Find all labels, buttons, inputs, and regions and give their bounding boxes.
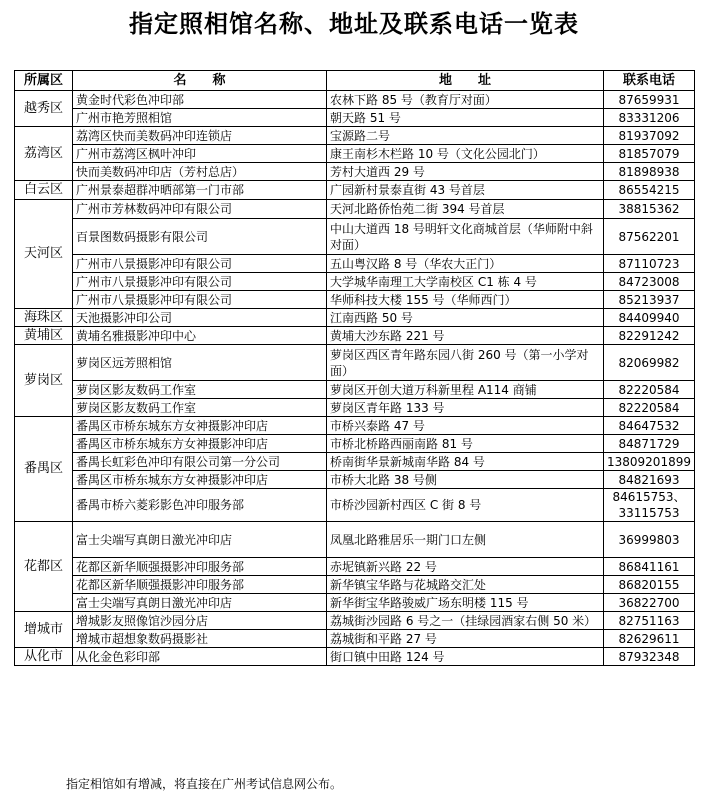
table-row — [15, 558, 695, 576]
table-row — [15, 594, 695, 612]
district-cell: 花都区 — [15, 522, 73, 612]
studio-name-cell: 番禺区市桥东城东方女神摄影冲印店 — [73, 435, 327, 453]
studio-name-cell: 黄埔名雅摄影冲印中心 — [73, 327, 327, 345]
district-cell: 越秀区 — [15, 91, 73, 127]
studio-name-cell: 番禺市桥六菱彩影色冲印服务部 — [73, 489, 327, 522]
studio-name-cell: 从化金色彩印部 — [73, 648, 327, 666]
studio-name-cell: 百景图数码摄影有限公司 — [73, 219, 327, 255]
phone-cell: 86554215 — [604, 181, 695, 200]
studio-table — [14, 70, 695, 666]
table-row — [15, 200, 695, 219]
phone-cell: 82291242 — [604, 327, 695, 345]
table-row — [15, 327, 695, 345]
table-row — [15, 181, 695, 200]
address-cell: 农林下路 85 号（教育厅对面） — [327, 91, 604, 109]
address-cell: 新华镇宝华路与花城路交汇处 — [327, 576, 604, 594]
table-row — [15, 163, 695, 181]
table-row — [15, 522, 695, 558]
phone-cell: 84409940 — [604, 309, 695, 327]
phone-cell: 36999803 — [604, 522, 695, 558]
studio-name-cell: 富士尖端写真朗日激光冲印店 — [73, 594, 327, 612]
phone-cell: 82629611 — [604, 630, 695, 648]
address-cell: 华师科技大楼 155 号（华师西门） — [327, 291, 604, 309]
studio-name-cell: 广州市荔湾区枫叶冲印 — [73, 145, 327, 163]
phone-cell: 84821693 — [604, 471, 695, 489]
address-cell: 宝源路二号 — [327, 127, 604, 145]
table-row — [15, 273, 695, 291]
address-cell: 赤坭镇新兴路 22 号 — [327, 558, 604, 576]
header-district: 所属区 — [15, 71, 73, 91]
phone-cell: 81937092 — [604, 127, 695, 145]
phone-cell: 13809201899 — [604, 453, 695, 471]
phone-cell: 82220584 — [604, 399, 695, 417]
header-phone: 联系电话 — [604, 71, 695, 91]
address-cell: 市桥兴泰路 47 号 — [327, 417, 604, 435]
studio-name-cell: 番禺长虹彩色冲印有限公司第一分公司 — [73, 453, 327, 471]
district-cell: 黄埔区 — [15, 327, 73, 345]
address-cell: 大学城华南理工大学南校区 C1 栋 4 号 — [327, 273, 604, 291]
district-cell: 海珠区 — [15, 309, 73, 327]
header-address: 地 址 — [327, 71, 604, 91]
address-cell: 萝岗区西区青年路东园八街 260 号（第一小学对面） — [327, 345, 604, 381]
footnote: 指定相馆如有增减，将直接在广州考试信息网公布。 — [66, 777, 343, 791]
table-row — [15, 399, 695, 417]
studio-name-cell: 广州市八景摄影冲印有限公司 — [73, 291, 327, 309]
address-cell: 市桥北桥路西丽南路 81 号 — [327, 435, 604, 453]
phone-cell: 87659931 — [604, 91, 695, 109]
district-cell: 白云区 — [15, 181, 73, 200]
studio-name-cell: 萝岗区影友数码工作室 — [73, 381, 327, 399]
studio-name-cell: 花都区新华顺强摄影冲印服务部 — [73, 576, 327, 594]
phone-cell: 87562201 — [604, 219, 695, 255]
table-row — [15, 219, 695, 255]
phone-cell: 87110723 — [604, 255, 695, 273]
studio-name-cell: 天池摄影冲印公司 — [73, 309, 327, 327]
table-row — [15, 489, 695, 522]
table-row — [15, 91, 695, 109]
address-cell: 中山大道西 18 号明轩文化商城首层（华师附中斜对面） — [327, 219, 604, 255]
address-cell: 康王南杉木栏路 10 号（文化公园北门） — [327, 145, 604, 163]
studio-name-cell: 快而美数码冲印店（芳村总店） — [73, 163, 327, 181]
district-cell: 天河区 — [15, 200, 73, 309]
address-cell: 凤凰北路雅居乐一期门口左侧 — [327, 522, 604, 558]
table-body — [15, 91, 695, 666]
address-cell: 萝岗区青年路 133 号 — [327, 399, 604, 417]
phone-cell: 86841161 — [604, 558, 695, 576]
phone-cell: 36822700 — [604, 594, 695, 612]
table-row — [15, 435, 695, 453]
studio-name-cell: 广州市八景摄影冲印有限公司 — [73, 255, 327, 273]
table-row — [15, 127, 695, 145]
district-cell: 萝岗区 — [15, 345, 73, 417]
address-cell: 芳村大道西 29 号 — [327, 163, 604, 181]
phone-cell: 84723008 — [604, 273, 695, 291]
table-row — [15, 255, 695, 273]
studio-name-cell: 富士尖端写真朗日激光冲印店 — [73, 522, 327, 558]
phone-cell: 82220584 — [604, 381, 695, 399]
phone-cell: 85213937 — [604, 291, 695, 309]
address-cell: 新华街宝华路骏威广场东明楼 115 号 — [327, 594, 604, 612]
table-row — [15, 417, 695, 435]
table-row — [15, 576, 695, 594]
studio-name-cell: 花都区新华顺强摄影冲印服务部 — [73, 558, 327, 576]
address-cell: 街口镇中田路 124 号 — [327, 648, 604, 666]
studio-name-cell: 番禺区市桥东城东方女神摄影冲印店 — [73, 417, 327, 435]
address-cell: 朝天路 51 号 — [327, 109, 604, 127]
table-row — [15, 612, 695, 630]
studio-name-cell: 荔湾区快而美数码冲印连锁店 — [73, 127, 327, 145]
table-row — [15, 630, 695, 648]
address-cell: 广园新村景泰直街 43 号首层 — [327, 181, 604, 200]
table-row — [15, 471, 695, 489]
phone-cell: 83331206 — [604, 109, 695, 127]
studio-name-cell: 广州景泰超群冲晒部第一门市部 — [73, 181, 327, 200]
header-name: 名 称 — [73, 71, 327, 91]
studio-name-cell: 广州市艳芳照相馆 — [73, 109, 327, 127]
phone-cell: 81857079 — [604, 145, 695, 163]
address-cell: 荔城街和平路 27 号 — [327, 630, 604, 648]
address-cell: 天河北路侨怡苑二街 394 号首层 — [327, 200, 604, 219]
address-cell: 市桥沙园新村西区 C 街 8 号 — [327, 489, 604, 522]
phone-cell: 84647532 — [604, 417, 695, 435]
table-row — [15, 345, 695, 381]
address-cell: 市桥大北路 38 号侧 — [327, 471, 604, 489]
table-row — [15, 291, 695, 309]
district-cell: 增城市 — [15, 612, 73, 648]
address-cell: 五山粤汉路 8 号（华农大正门） — [327, 255, 604, 273]
studio-name-cell: 黄金时代彩色冲印部 — [73, 91, 327, 109]
studio-name-cell: 增城市超想象数码摄影社 — [73, 630, 327, 648]
district-cell: 从化市 — [15, 648, 73, 666]
table-row — [15, 109, 695, 127]
phone-cell: 86820155 — [604, 576, 695, 594]
phone-cell: 87932348 — [604, 648, 695, 666]
studio-name-cell: 增城影友照像馆沙园分店 — [73, 612, 327, 630]
table-header-row — [15, 71, 695, 91]
address-cell: 桥南街华景新城南华路 84 号 — [327, 453, 604, 471]
phone-cell: 38815362 — [604, 200, 695, 219]
studio-table-container — [14, 70, 695, 666]
table-row — [15, 648, 695, 666]
table-row — [15, 381, 695, 399]
page-title: 指定照相馆名称、地址及联系电话一览表 — [129, 10, 579, 38]
table-row — [15, 145, 695, 163]
phone-cell: 84871729 — [604, 435, 695, 453]
address-cell: 萝岗区开创大道万科新里程 A114 商铺 — [327, 381, 604, 399]
studio-name-cell: 广州市芳林数码冲印有限公司 — [73, 200, 327, 219]
studio-name-cell: 番禺区市桥东城东方女神摄影冲印店 — [73, 471, 327, 489]
district-cell: 番禺区 — [15, 417, 73, 522]
studio-name-cell: 萝岗区影友数码工作室 — [73, 399, 327, 417]
studio-name-cell: 广州市八景摄影冲印有限公司 — [73, 273, 327, 291]
table-row — [15, 309, 695, 327]
district-cell: 荔湾区 — [15, 127, 73, 181]
address-cell: 江南西路 50 号 — [327, 309, 604, 327]
studio-name-cell: 萝岗区远芳照相馆 — [73, 345, 327, 381]
table-row — [15, 453, 695, 471]
address-cell: 荔城街沙园路 6 号之一（挂绿园酒家右侧 50 米） — [327, 612, 604, 630]
phone-cell: 82069982 — [604, 345, 695, 381]
phone-cell: 82751163 — [604, 612, 695, 630]
address-cell: 黄埔大沙东路 221 号 — [327, 327, 604, 345]
phone-cell: 84615753、33115753 — [604, 489, 695, 522]
phone-cell: 81898938 — [604, 163, 695, 181]
